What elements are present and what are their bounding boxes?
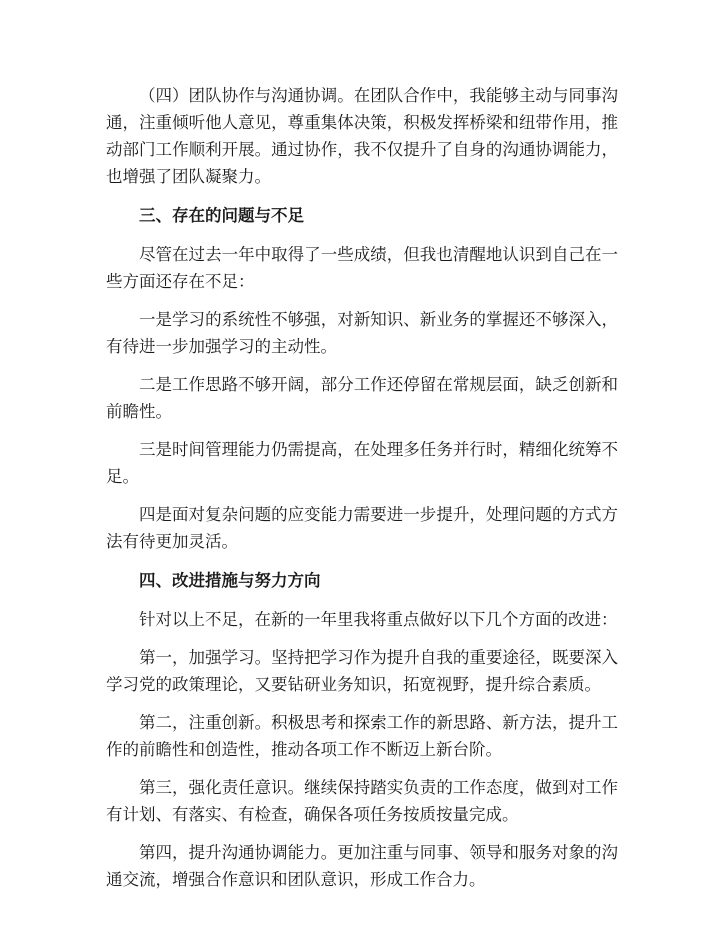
paragraph-problem-4: 四是面对复杂问题的应变能力需要进一步提升，处理问题的方式方法有待更加灵活。: [106, 505, 618, 551]
paragraph-problem-1: 一是学习的系统性不够强，对新知识、新业务的掌握还不够深入，有待进一步加强学习的主动性。: [106, 310, 618, 356]
paragraph-problems-intro: 尽管在过去一年中取得了一些成绩，但我也清醒地认识到自己在一些方面还存在不足：: [106, 245, 618, 291]
section-heading-improvements: 四、改进措施与努力方向: [139, 571, 321, 590]
paragraph-improve-2: 第二，注重创新。积极思考和探索工作的新思路、新方法，提升工作的前瞻性和创造性，推动各项工作不断迈上新台阶。: [106, 713, 618, 759]
document-page: [106, 82, 618, 893]
paragraph-improve-3: 第三，强化责任意识。继续保持踏实负责的工作态度，做到对工作有计划、有落实、有检查，确保各项任务按质按量完成。: [106, 778, 618, 824]
paragraph-improve-4: 第四，提升沟通协调能力。更加注重与同事、领导和服务对象的沟通交流，增强合作意识和团队意识，形成工作合力。: [106, 843, 618, 889]
paragraph-problem-3: 三是时间管理能力仍需提高，在处理多任务并行时，精细化统筹不足。: [106, 440, 618, 486]
paragraph-improve-1: 第一，加强学习。坚持把学习作为提升自我的重要途径，既要深入学习党的政策理论，又要钻研业务知识，拓宽视野，提升综合素质。: [106, 648, 618, 694]
section-heading-problems: 三、存在的问题与不足: [139, 206, 304, 225]
paragraph-teamwork: （四）团队协作与沟通协调。在团队合作中，我能够主动与同事沟通，注重倾听他人意见，尊重集体决策，积极发挥桥梁和纽带作用，推动部门工作顺利开展。通过协作，我不仅提升了自身的沟通协调能力，也增强了团队凝聚力。: [106, 86, 618, 186]
paragraph-problem-2: 二是工作思路不够开阔，部分工作还停留在常规层面，缺乏创新和前瞻性。: [106, 375, 618, 421]
paragraph-improvements-intro: 针对以上不足，在新的一年里我将重点做好以下几个方面的改进：: [139, 610, 618, 629]
